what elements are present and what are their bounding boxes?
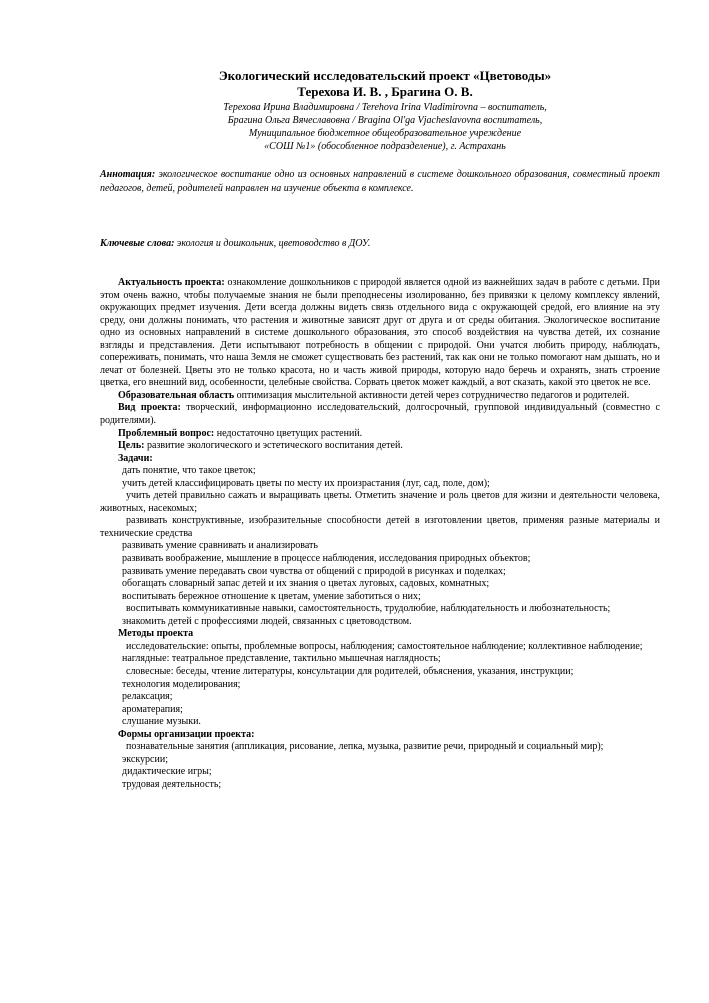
goal-paragraph: [100, 440, 660, 453]
list-item: технология моделирования;: [122, 678, 241, 690]
list-item: слушание музыки.: [122, 716, 201, 728]
article-body: [100, 277, 660, 791]
abstract-text: экологическое воспитание одно из основных направлений в системе дошкольного образования, совместный проект педагогов, детей, родителей направлен на изучение объекта в комплексе.: [100, 169, 660, 194]
affiliation-line: Терехова Ирина Владимировна / Terehova Irina Vladimirovna – воспитатель,: [223, 102, 547, 113]
list-item: словесные: беседы, чтение литературы, консультации для родителей, объяснения, указания, инструкции;: [126, 665, 574, 677]
list-item: наглядные: театральное представление, тактильно мышечная наглядность;: [122, 653, 441, 665]
type-text: творческий, информационно исследовательский, долгосрочный, групповой индивидуальный (совместно с родителями).: [100, 402, 660, 427]
affiliation-line: Муниципальное бюджетное общеобразовательное учреждение: [248, 128, 522, 139]
list-item: дать понятие, что такое цветок;: [122, 465, 256, 477]
problem-label: Проблемный вопрос:: [118, 427, 215, 439]
relevance-paragraph: [100, 277, 660, 390]
goal-label: Цель:: [118, 440, 145, 452]
relevance-text: ознакомление дошкольников с природой является одной из важнейших задач в работе с детьми. При этом очень важно, чтобы получаемые знания не были преподнесены изолированно, без привязки к целому комплексу явлений, окружающих предмет изучения. Дети всегда должны видеть связь отдельного вида с окружающей средой, его влияние на эту среду, они должны понимать, что растения и животные зависят друг от друга и от среды обитания. Экологическое воспитание одно из основных направлений в системе дошкольного образования, это способ воздействия на чувства детей, их сознание взгляды и представления. Дети испытывают потребность в общении с природой. Они учатся любить природу, наблюдать, сопереживать, понимать, что наша Земля не сможет существовать без растений, так как они не только помогают нам дышать, но и лечат от болезней. Цветы это не только красота, но и часть живой природы, которую надо беречь и охранять, знать строение цветка, его внешний вид, особенности, целебные свойства. Сорвать цветок может каждый, а вот сказать, какой это цветок не все.: [100, 277, 660, 389]
problem-text: недостаточно цветущих растений.: [214, 427, 363, 439]
keywords-text: экология и дошкольник, цветоводство в ДОУ.: [174, 238, 371, 249]
list-item: развивать воображение, мышление в процессе наблюдения, исследования природных объектов;: [122, 553, 531, 565]
keywords: [100, 237, 660, 251]
affiliation-line: «СОШ №1» (обособленное подразделение), г. Астрахань: [264, 141, 506, 152]
goal-text: развитие экологического и эстетического воспитания детей.: [144, 440, 403, 452]
keywords-label: Ключевые слова:: [100, 238, 175, 249]
author-affiliation: [100, 101, 670, 153]
list-item: развивать умение передавать свои чувства от общений с природой в рисунках и поделках;: [122, 565, 506, 577]
forms-heading: [100, 729, 660, 742]
area-label: Образовательная область: [118, 389, 235, 401]
list-item: дидактические игры;: [122, 766, 212, 778]
type-paragraph: [100, 402, 660, 427]
article-title: Экологический исследовательский проект «Цветоводы»: [218, 68, 552, 83]
list-item: обогащать словарный запас детей и их знания о цветах луговых, садовых, комнатных;: [122, 578, 490, 590]
tasks-heading: [100, 453, 660, 466]
type-label: Вид проекта:: [118, 402, 181, 414]
article-header: [100, 68, 670, 100]
list-item: развивать умение сравнивать и анализировать: [122, 540, 318, 552]
list-item: трудовая деятельность;: [122, 778, 222, 790]
list-item: воспитывать коммуникативные навыки, самостоятельность, трудолюбие, наблюдательность и любознательность;: [126, 603, 611, 615]
list-item: познавательные занятия (аппликация, рисование, лепка, музыка, развитие речи, природный и социальный мир);: [126, 741, 604, 753]
affiliation-line: Брагина Ольга Вячеславовна / Bragina Ol'ga Vjacheslavovna воспитатель,: [227, 115, 543, 126]
area-paragraph: [100, 390, 660, 403]
abstract-label: Аннотация:: [100, 169, 156, 180]
list-item: воспитывать бережное отношение к цветам, умение заботиться о них;: [122, 590, 421, 602]
list-item: учить детей классифицировать цветы по месту их произрастания (луг, сад, поле, дом);: [122, 477, 490, 489]
list-item: знакомить детей с профессиями людей, связанных с цветоводством.: [122, 615, 412, 627]
abstract: [100, 168, 660, 196]
list-item: исследовательские: опыты, проблемные вопросы, наблюдения; самостоятельное наблюдение; коллективное наблюдение;: [126, 640, 643, 652]
list-item: развивать конструктивные, изобразительные способности детей в изготовлении цветов, применяя разные материалы и технические средства: [100, 515, 660, 539]
forms-label: Формы организации проекта:: [118, 728, 255, 740]
article-authors: Терехова И. В. , Брагина О. В.: [297, 84, 473, 99]
list-item: релаксация;: [122, 691, 173, 703]
relevance-label: Актуальность проекта:: [118, 277, 225, 288]
list-item: ароматерапия;: [122, 703, 183, 715]
methods-heading: [100, 628, 660, 641]
list-item: учить детей правильно сажать и выращивать цветы. Отметить значение и роль цветов для жизни и деятельности человека, животных, насекомых;: [100, 490, 660, 514]
methods-label: Методы проекта: [118, 628, 194, 640]
list-item: экскурсии;: [122, 753, 168, 765]
problem-paragraph: [100, 428, 660, 441]
area-text: оптимизация мыслительной активности детей через сотрудничество педагогов и родителей.: [234, 389, 630, 401]
tasks-label: Задачи:: [118, 452, 153, 464]
